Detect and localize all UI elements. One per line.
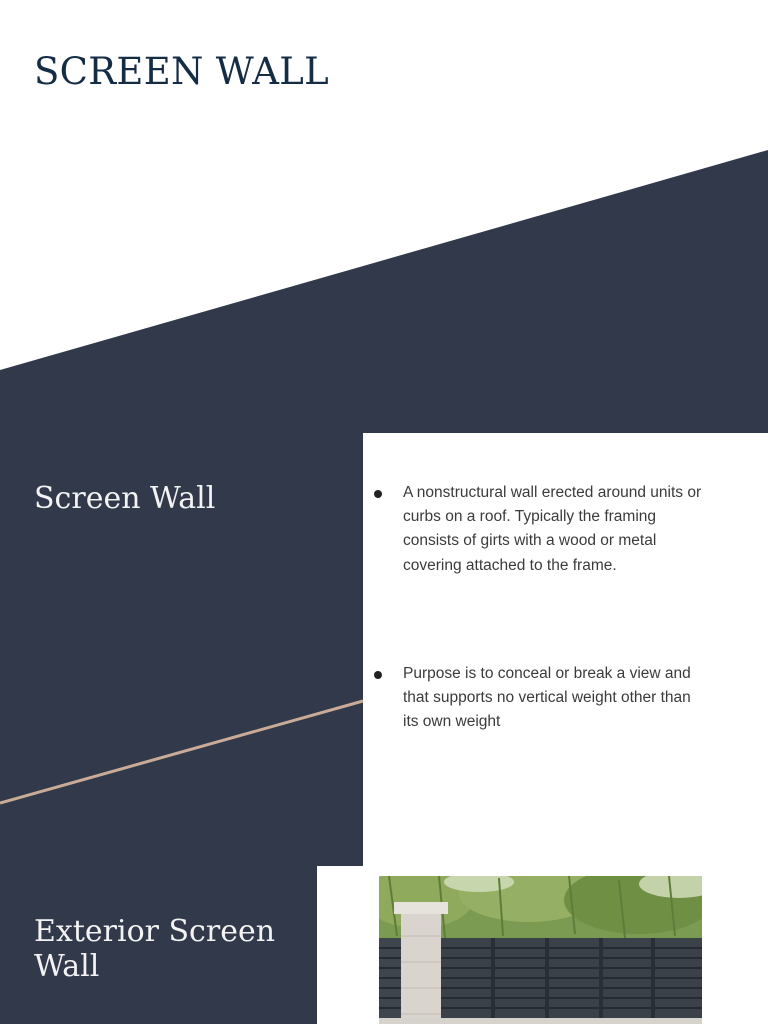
section-heading-exterior-screen-wall: Exterior Screen Wall bbox=[34, 914, 276, 984]
bullet-text: A nonstructural wall erected around units or curbs on a roof. Typically the framing consists of girts with a wood or metal covering attached to the frame. bbox=[403, 484, 702, 574]
bullet-item-purpose bbox=[403, 662, 703, 735]
section-heading-screen-wall: Screen Wall bbox=[34, 481, 216, 516]
exterior-screen-wall-photo bbox=[379, 876, 702, 1024]
bullet-item-definition bbox=[403, 481, 703, 578]
photo-panel bbox=[317, 866, 768, 1024]
bullet-text: Purpose is to conceal or break a view and that supports no vertical weight other than its own weight bbox=[403, 665, 691, 731]
bullet-dot-icon bbox=[374, 671, 382, 679]
definition-card bbox=[363, 433, 768, 866]
bullet-dot-icon bbox=[374, 490, 382, 498]
page-title: SCREEN WALL bbox=[34, 50, 330, 93]
